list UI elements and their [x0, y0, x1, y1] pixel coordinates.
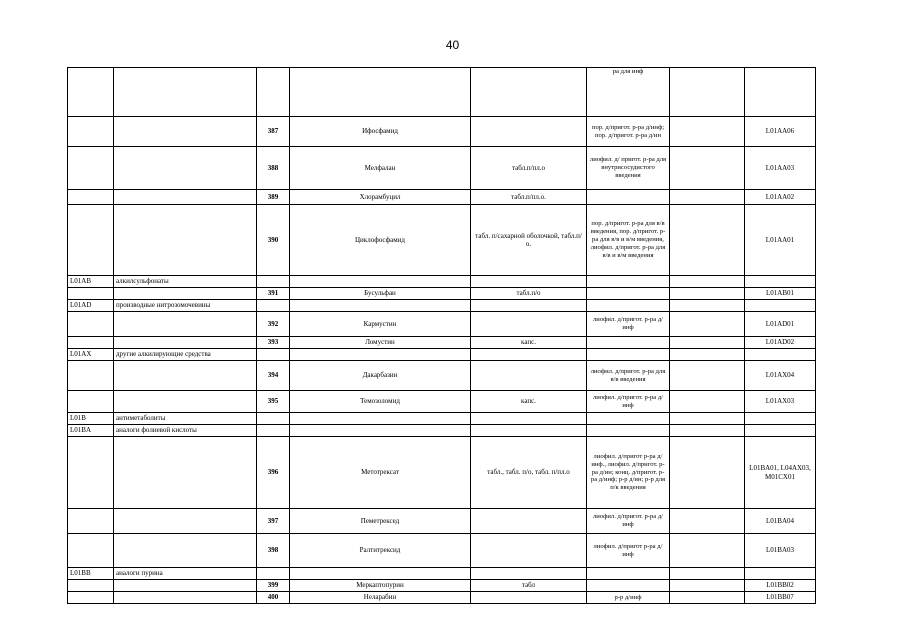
blank-cell — [670, 509, 745, 534]
drug-name-cell: Меркаптопурин — [290, 580, 471, 592]
atc-group-code-cell — [68, 580, 114, 592]
atc-group-name-cell: антиметаболиты — [114, 413, 257, 425]
drug-name-cell: Метотрексат — [290, 437, 471, 509]
dosage-form-cell — [471, 117, 587, 147]
item-number-cell: 395 — [257, 391, 290, 413]
drug-name-cell: Дакарбазин — [290, 361, 471, 391]
dosage-form-cell: табл.п/пл.о — [471, 147, 587, 190]
item-number-cell: 387 — [257, 117, 290, 147]
atc-group-code-cell — [68, 68, 114, 117]
preparation-form-cell — [587, 413, 670, 425]
atc-group-name-cell — [114, 68, 257, 117]
atc-code-cell — [745, 276, 816, 288]
table-row — [68, 534, 816, 568]
dosage-form-cell: табл.п/пл.о. — [471, 190, 587, 205]
drug-name-cell: Ифосфамид — [290, 117, 471, 147]
atc-code-cell — [745, 425, 816, 437]
blank-cell — [670, 425, 745, 437]
item-number-cell — [257, 68, 290, 117]
atc-code-cell: L01BA01, L04AX03, M01CX01 — [745, 437, 816, 509]
preparation-form-cell: лиофил. д/пригот р-ра д/инф — [587, 534, 670, 568]
atc-group-name-cell: производные нитрозомочевины — [114, 300, 257, 312]
drug-name-cell: Циклофосфамид — [290, 205, 471, 276]
preparation-form-cell: лиофил. д/пригот. р-ра для в/в введения — [587, 361, 670, 391]
preparation-form-cell — [587, 276, 670, 288]
drug-name-cell: Кармустин — [290, 312, 471, 337]
atc-group-code-cell: L01BB — [68, 568, 114, 580]
blank-cell — [670, 568, 745, 580]
atc-code-cell: L01AX04 — [745, 361, 816, 391]
atc-code-cell — [745, 568, 816, 580]
blank-cell — [670, 147, 745, 190]
atc-code-cell — [745, 413, 816, 425]
preparation-form-cell — [587, 190, 670, 205]
atc-group-name-cell — [114, 337, 257, 349]
preparation-form-cell: лиофил. д/пригот р-ра д/инф., лиофил. д/пригот. р-ра д/ин; конц. д/пригот. р-ра д/инф; р-р д/ин; р-р для п/к введения — [587, 437, 670, 509]
dosage-form-cell — [471, 276, 587, 288]
blank-cell — [670, 68, 745, 117]
table-row — [68, 580, 816, 592]
atc-group-code-cell: L01AX — [68, 349, 114, 361]
item-number-cell — [257, 300, 290, 312]
atc-code-cell: L01AB01 — [745, 288, 816, 300]
table-row — [68, 276, 816, 288]
table-row — [68, 413, 816, 425]
blank-cell — [670, 276, 745, 288]
blank-cell — [670, 413, 745, 425]
blank-cell — [670, 580, 745, 592]
atc-group-name-cell: алкилсульфонаты — [114, 276, 257, 288]
table-row — [68, 592, 816, 604]
dosage-form-cell: табл.п/о — [471, 288, 587, 300]
atc-group-name-cell — [114, 361, 257, 391]
atc-group-code-cell — [68, 288, 114, 300]
atc-group-code-cell: L01AB — [68, 276, 114, 288]
atc-group-name-cell: аналоги пурина — [114, 568, 257, 580]
item-number-cell: 396 — [257, 437, 290, 509]
atc-group-name-cell — [114, 534, 257, 568]
atc-group-name-cell — [114, 391, 257, 413]
dosage-form-cell — [471, 312, 587, 337]
preparation-form-cell: лиофил. д/ пригот. р-ра для внутрисосудистого введения — [587, 147, 670, 190]
atc-group-name-cell — [114, 509, 257, 534]
dosage-form-cell: табл — [471, 580, 587, 592]
blank-cell — [670, 300, 745, 312]
item-number-cell: 390 — [257, 205, 290, 276]
dosage-form-cell — [471, 568, 587, 580]
drug-name-cell: Мелфалан — [290, 147, 471, 190]
dosage-form-cell — [471, 592, 587, 604]
dosage-form-cell — [471, 300, 587, 312]
atc-code-cell: L01AX03 — [745, 391, 816, 413]
atc-group-code-cell: L01B — [68, 413, 114, 425]
table-row — [68, 437, 816, 509]
item-number-cell: 392 — [257, 312, 290, 337]
atc-group-name-cell — [114, 592, 257, 604]
table-row — [68, 68, 816, 117]
atc-group-name-cell — [114, 117, 257, 147]
drug-name-cell: Бусульфан — [290, 288, 471, 300]
preparation-form-cell: ра для инф — [587, 68, 670, 117]
page-number: 40 — [445, 38, 460, 52]
atc-code-cell: L01AA01 — [745, 205, 816, 276]
atc-group-code-cell — [68, 361, 114, 391]
drug-name-cell: Ломустин — [290, 337, 471, 349]
drug-name-cell: Пеметрексед — [290, 509, 471, 534]
table-row — [68, 337, 816, 349]
atc-group-name-cell — [114, 580, 257, 592]
atc-group-name-cell: аналоги фолиевой кислоты — [114, 425, 257, 437]
preparation-form-cell — [587, 568, 670, 580]
dosage-form-cell — [471, 349, 587, 361]
item-number-cell: 397 — [257, 509, 290, 534]
blank-cell — [670, 205, 745, 276]
item-number-cell: 389 — [257, 190, 290, 205]
atc-group-code-cell — [68, 592, 114, 604]
preparation-form-cell: р-р д/инф — [587, 592, 670, 604]
drug-name-cell — [290, 413, 471, 425]
atc-group-code-cell — [68, 190, 114, 205]
atc-code-cell: L01AD01 — [745, 312, 816, 337]
item-number-cell: 388 — [257, 147, 290, 190]
atc-group-code-cell: L01BA — [68, 425, 114, 437]
item-number-cell — [257, 425, 290, 437]
table-row — [68, 312, 816, 337]
atc-code-cell: L01AA02 — [745, 190, 816, 205]
drug-name-cell: Неларабин — [290, 592, 471, 604]
table-row — [68, 568, 816, 580]
atc-code-cell: L01AA06 — [745, 117, 816, 147]
atc-group-code-cell — [68, 147, 114, 190]
atc-group-code-cell — [68, 205, 114, 276]
atc-group-name-cell: другие алкилирующие средства — [114, 349, 257, 361]
table-row — [68, 190, 816, 205]
blank-cell — [670, 534, 745, 568]
dosage-form-cell — [471, 509, 587, 534]
dosage-form-cell: капс. — [471, 391, 587, 413]
dosage-form-cell — [471, 534, 587, 568]
preparation-form-cell: лиофил. д/пригот. р-ра д/инф — [587, 509, 670, 534]
atc-group-name-cell — [114, 312, 257, 337]
item-number-cell: 398 — [257, 534, 290, 568]
drug-name-cell: Ралтитрексид — [290, 534, 471, 568]
atc-code-cell — [745, 300, 816, 312]
drug-name-cell — [290, 276, 471, 288]
atc-group-name-cell — [114, 437, 257, 509]
atc-group-code-cell — [68, 337, 114, 349]
dosage-form-cell — [471, 413, 587, 425]
dosage-form-cell: табл. п/сахарной оболочкой, табл.п/о. — [471, 205, 587, 276]
atc-group-code-cell — [68, 117, 114, 147]
item-number-cell: 400 — [257, 592, 290, 604]
dosage-form-cell: табл., табл. п/о, табл. п/пл.о — [471, 437, 587, 509]
atc-group-code-cell — [68, 534, 114, 568]
blank-cell — [670, 592, 745, 604]
drug-name-cell: Хлорамбуцил — [290, 190, 471, 205]
table-row — [68, 349, 816, 361]
preparation-form-cell — [587, 425, 670, 437]
item-number-cell — [257, 276, 290, 288]
drug-name-cell — [290, 568, 471, 580]
item-number-cell: 393 — [257, 337, 290, 349]
preparation-form-cell — [587, 300, 670, 312]
table-row — [68, 361, 816, 391]
blank-cell — [670, 288, 745, 300]
atc-group-code-cell — [68, 391, 114, 413]
blank-cell — [670, 312, 745, 337]
atc-code-cell: L01AA03 — [745, 147, 816, 190]
preparation-form-cell — [587, 349, 670, 361]
preparation-form-cell: пор. д/пригот. р-ра для в/в введения, пор. д/пригот. р-ра для в/в и в/м введения, лиофил. д/пригот. р-ра для в/в и в/м введения — [587, 205, 670, 276]
drug-name-cell — [290, 349, 471, 361]
drug-name-cell — [290, 68, 471, 117]
blank-cell — [670, 391, 745, 413]
table-row — [68, 205, 816, 276]
atc-group-name-cell — [114, 147, 257, 190]
dosage-form-cell: капс. — [471, 337, 587, 349]
atc-group-code-cell: L01AD — [68, 300, 114, 312]
table-row — [68, 117, 816, 147]
atc-group-code-cell — [68, 509, 114, 534]
item-number-cell — [257, 413, 290, 425]
blank-cell — [670, 437, 745, 509]
item-number-cell: 394 — [257, 361, 290, 391]
atc-group-code-cell — [68, 437, 114, 509]
blank-cell — [670, 349, 745, 361]
atc-code-cell: L01BA04 — [745, 509, 816, 534]
preparation-form-cell — [587, 580, 670, 592]
table-row — [68, 288, 816, 300]
drug-table — [67, 67, 816, 604]
dosage-form-cell — [471, 361, 587, 391]
drug-name-cell: Темозоломид — [290, 391, 471, 413]
item-number-cell: 399 — [257, 580, 290, 592]
item-number-cell — [257, 349, 290, 361]
atc-code-cell: L01AD02 — [745, 337, 816, 349]
atc-code-cell: L01BB02 — [745, 580, 816, 592]
dosage-form-cell — [471, 68, 587, 117]
atc-group-name-cell — [114, 190, 257, 205]
table-row — [68, 391, 816, 413]
preparation-form-cell: лиофил. д/пригот. р-ра д/инф — [587, 391, 670, 413]
blank-cell — [670, 337, 745, 349]
preparation-form-cell: пор. д/пригот. р-ра д/инф; пор. д/пригот. р-ра д/ин — [587, 117, 670, 147]
preparation-form-cell — [587, 288, 670, 300]
atc-code-cell — [745, 68, 816, 117]
drug-name-cell — [290, 300, 471, 312]
atc-code-cell: L01BA03 — [745, 534, 816, 568]
preparation-form-cell: лиофил. д/пригот. р-ра д/инф — [587, 312, 670, 337]
atc-code-cell — [745, 349, 816, 361]
table-row — [68, 425, 816, 437]
table-row — [68, 147, 816, 190]
table-row — [68, 300, 816, 312]
table-row — [68, 509, 816, 534]
blank-cell — [670, 190, 745, 205]
item-number-cell: 391 — [257, 288, 290, 300]
table-body — [68, 68, 816, 604]
item-number-cell — [257, 568, 290, 580]
atc-group-code-cell — [68, 312, 114, 337]
blank-cell — [670, 361, 745, 391]
drug-name-cell — [290, 425, 471, 437]
atc-code-cell: L01BB07 — [745, 592, 816, 604]
atc-group-name-cell — [114, 288, 257, 300]
atc-group-name-cell — [114, 205, 257, 276]
preparation-form-cell — [587, 337, 670, 349]
blank-cell — [670, 117, 745, 147]
dosage-form-cell — [471, 425, 587, 437]
